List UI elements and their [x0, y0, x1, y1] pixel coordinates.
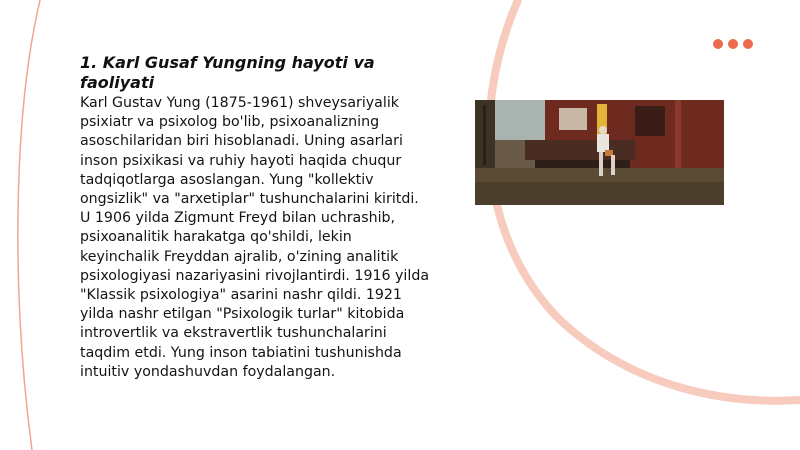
dot-icon	[743, 39, 753, 49]
photo-image	[475, 100, 724, 205]
photo-illustration	[475, 100, 724, 205]
slide-body-text: Karl Gustav Yung (1875-1961) shveysariyalik psixiatr va psixolog bo'lib, psixoanalizning asoschilaridan biri hisoblanadi. Uning asarlari inson psixikasi va ruhiy hayoti haqida chuqur tadqiqotlarga asoslangan. Yung "kollektiv ongsizlik" va "arxetiplar" tushunchalarini kiritdi. U 1906 yilda Zigmunt Freyd bilan uchrashib, psixoanalitik harakatga qo'shildi, lekin keyinchalik Freyddan ajralib, o'zining analitik psixologiyasi nazariyasini rivojlantirdi. 1916 yilda "Klassik psixologiya" asarini nashr qildi. 1921 yilda nashr etilgan "Psixologik turlar" kitobida introvertlik va ekstravertlik tushunchalarini taqdim etdi. Yung inson tabiatini tushunishda intuitiv yondashuvdan foydalangan.	[80, 95, 430, 380]
dot-icon	[713, 39, 723, 49]
dot-icon	[728, 39, 738, 49]
dots-menu-icon	[713, 39, 753, 49]
left-thin-arc-shape	[18, 0, 40, 450]
slide-title: 1. Karl Gusaf Yungning hayoti va faoliyati	[80, 53, 375, 92]
